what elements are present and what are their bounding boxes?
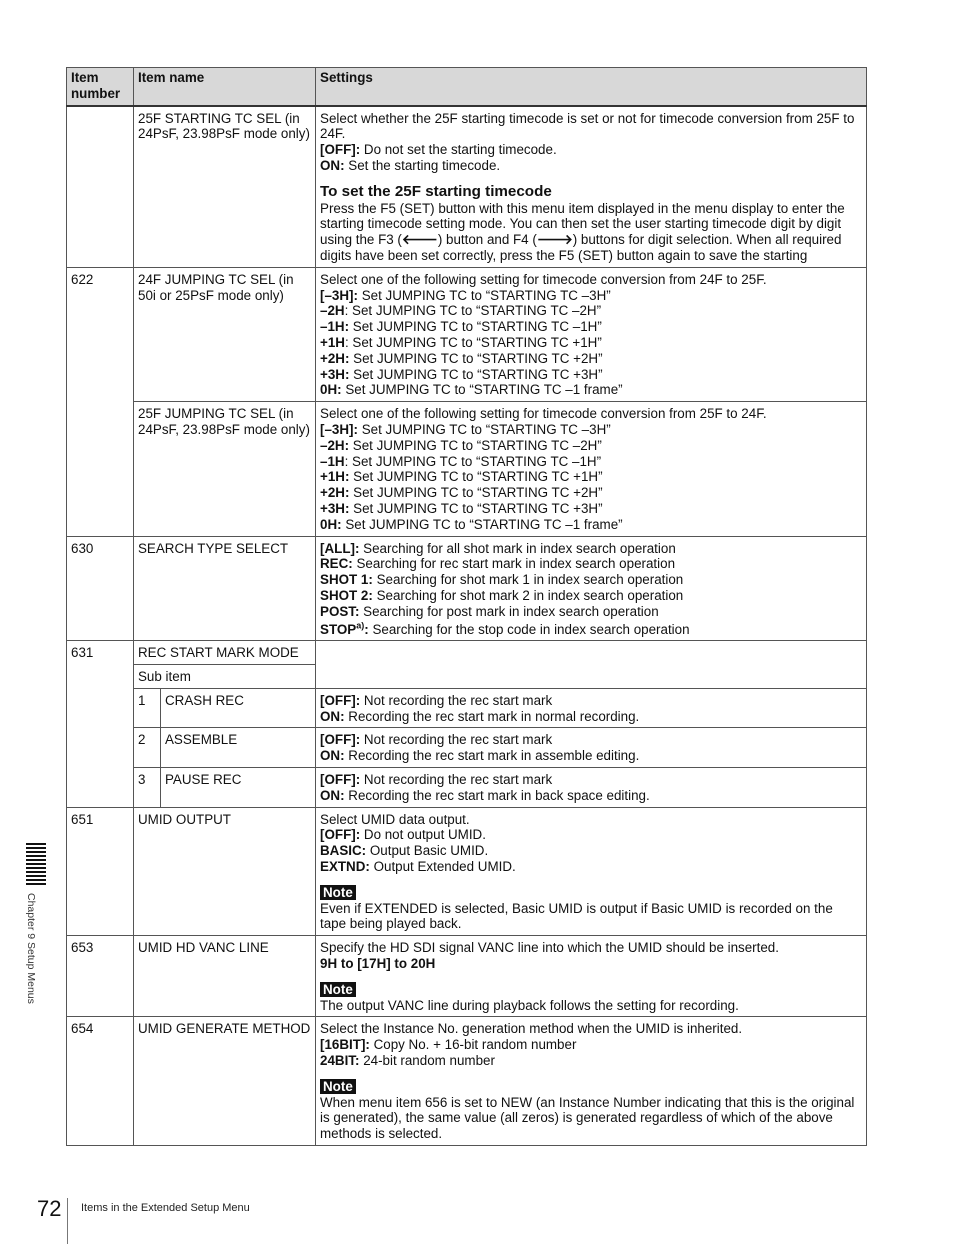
option-line [320,556,862,572]
option-key: ON: [320,748,345,764]
option-desc: Not recording the rec start mark [360,732,553,748]
option-desc: : Set JUMPING TC to “STARTING TC –2H” [344,303,602,319]
option-key: 0H: [320,382,342,398]
note-label: Note [320,1079,356,1094]
option-desc: Recording the rec start mark in back space editing. [344,787,650,803]
option-key: –1H [320,453,345,469]
settings-intro: Specify the HD SDI signal VANC line into which the UMID should be inserted. [320,940,779,956]
sub-item-name: ASSEMBLE [161,728,316,768]
option-key-colon: : [364,621,369,637]
table-row [67,936,867,1017]
footer-section-title: Items in the Extended Setup Menu [81,1202,250,1214]
settings-cell [316,641,867,689]
settings-intro: Select the Instance No. generation method when the UMID is inherited. [320,1021,743,1037]
settings-cell [316,536,867,641]
option-desc: Set JUMPING TC to “STARTING TC –1H” [349,319,602,335]
note-text: When menu item 656 is set to NEW (an Instance Number indicating that this is the original is generated), the same value (all zeros) is generated regardless of which of the above methods is selected. [320,1094,855,1142]
option-key: [–3H]: [320,421,358,437]
footer-divider [67,1198,68,1244]
option-desc: Set JUMPING TC to “STARTING TC +1H” [349,469,603,485]
option-line [320,541,862,557]
item-number: 651 [67,807,134,936]
option-line [320,827,862,843]
option-desc: Not recording the rec start mark [360,772,553,788]
header-item-number: Item number [67,68,134,106]
option-key: POST: [320,603,360,619]
option-key: BASIC: [320,843,367,859]
option-line [320,772,862,788]
option-line [320,382,862,398]
settings-cell [316,728,867,768]
option-list [320,422,862,533]
option-key: 0H: [320,516,342,532]
option-desc: Set JUMPING TC to “STARTING TC +2H” [349,485,603,501]
option-list [320,827,862,874]
settings-cell [316,688,867,728]
option-line [320,438,862,454]
settings-cell [316,807,867,936]
procedure-text-part: ) buttons for digit selection. When all required digits have been set correctly, press the F5 (SET) button again to save the starting [320,232,842,263]
option-line [320,517,862,533]
option-line [320,709,862,725]
item-name: UMID GENERATE METHOD [134,1017,316,1146]
option-desc: Searching for shot mark 1 in index search operation [372,572,684,588]
option-key: [OFF]: [320,732,361,748]
option-line [320,1053,862,1069]
chapter-tab-marker [26,843,46,887]
option-key: +2H: [320,485,350,501]
option-line [320,693,862,709]
option-list [320,541,862,620]
option-key: –2H [320,303,345,319]
table-row [67,402,867,536]
item-name: 24F JUMPING TC SEL (in 50i or 25PsF mode only) [134,267,316,401]
header-settings: Settings [316,68,867,106]
option-desc: 24-bit random number [359,1053,495,1069]
procedure-text [320,201,862,264]
item-name: 25F STARTING TC SEL (in 24PsF, 23.98PsF mode only) [134,106,316,268]
option-line [320,622,862,638]
option-key: +1H [320,334,345,350]
item-number: 654 [67,1017,134,1146]
option-line [320,748,862,764]
item-number: 622 [67,267,134,536]
settings-intro: Select one of the following setting for timecode conversion from 24F to 25F. [320,271,767,287]
table-row [67,106,867,268]
option-line [320,158,862,174]
option-desc: : Set JUMPING TC to “STARTING TC +1H” [344,334,602,350]
option-desc: Searching for rec start mark in index search operation [352,556,676,572]
option-list [320,1037,862,1069]
option-key: [OFF]: [320,142,361,158]
option-desc: Copy No. + 16-bit random number [369,1037,577,1053]
settings-intro: Select whether the 25F starting timecode is set or not for timecode conversion from 25F to 24F. [320,110,855,142]
option-key: SHOT 1: [320,572,373,588]
item-number-cell [67,106,134,268]
table-row [67,728,867,768]
option-line [320,1037,862,1053]
option-line [320,604,862,620]
table-row [67,768,867,808]
option-key: +3H: [320,500,350,516]
settings-cell [316,1017,867,1146]
table-row [67,536,867,641]
item-number: 653 [67,936,134,1017]
sub-item-name: PAUSE REC [161,768,316,808]
option-key: +2H: [320,350,350,366]
option-line [320,422,862,438]
procedure-text-part: Press the F5 (SET) button with this menu item displayed in the menu display to enter the starting timecode setting mode. You can then set the user starting timecode digit by digit using the F3 ( [320,200,845,248]
note-label: Note [320,982,356,997]
item-name: REC START MARK MODE [134,641,316,665]
option-desc: Do not set the starting timecode. [360,142,557,158]
option-key: SHOT 2: [320,587,373,603]
sub-item-number: 3 [134,768,161,808]
option-line [320,454,862,470]
procedure-heading: To set the 25F starting timecode [320,182,552,200]
option-list [320,288,862,399]
option-line [320,501,862,517]
option-line [320,142,862,158]
option-desc: Set the starting timecode. [344,157,501,173]
option-desc: : Set JUMPING TC to “STARTING TC –1H” [344,453,602,469]
table-header-row [67,68,867,106]
page-number: 72 [37,1196,62,1221]
option-desc: Output Basic UMID. [366,843,489,859]
option-key: –1H: [320,319,350,335]
settings-cell [316,768,867,808]
option-desc: Set JUMPING TC to “STARTING TC –1 frame” [341,516,623,532]
option-desc: Set JUMPING TC to “STARTING TC –2H” [349,437,602,453]
item-name: UMID OUTPUT [134,807,316,936]
option-desc: Set JUMPING TC to “STARTING TC +2H” [349,350,603,366]
table-row [67,641,867,665]
option-desc: Searching for shot mark 2 in index search operation [372,587,684,603]
option-desc: Output Extended UMID. [369,859,516,875]
table-row [67,1017,867,1146]
sub-item-label: Sub item [134,665,316,689]
option-line [320,351,862,367]
option-line [320,367,862,383]
item-name: UMID HD VANC LINE [134,936,316,1017]
option-key: +3H: [320,366,350,382]
settings-intro: Select one of the following setting for timecode conversion from 25F to 24F. [320,406,767,422]
option-desc: Searching for all shot mark in index search operation [359,540,676,556]
settings-cell [316,936,867,1017]
option-key: [ALL]: [320,540,360,556]
setup-menu-table [66,67,867,1146]
sub-item-number: 1 [134,688,161,728]
table-row [67,807,867,936]
settings-intro: Select UMID data output. [320,811,470,827]
item-name: SEARCH TYPE SELECT [134,536,316,641]
option-desc: Set JUMPING TC to “STARTING TC –3H” [357,287,611,303]
item-number: 631 [67,641,134,807]
option-desc: Do not output UMID. [360,827,486,843]
chapter-side-label: Chapter 9 Setup Menus [25,893,37,1004]
item-name: 25F JUMPING TC SEL (in 24PsF, 23.98PsF mode only) [134,402,316,536]
option-desc: Recording the rec start mark in normal recording. [344,708,640,724]
option-key: +1H: [320,469,350,485]
table-row [67,688,867,728]
option-key: –2H: [320,437,350,453]
option-line [320,588,862,604]
option-desc: Set JUMPING TC to “STARTING TC –3H” [357,421,611,437]
option-line [320,335,862,351]
option-line [320,788,862,804]
option-key: REC: [320,556,353,572]
option-line [320,843,862,859]
note-text: Even if EXTENDED is selected, Basic UMID is output if Basic UMID is recorded on the tape being played back. [320,900,833,932]
option-key: [OFF]: [320,827,361,843]
procedure-text-part: ) button and F4 ( [437,232,537,248]
option-key: 24BIT: [320,1053,360,1069]
item-number: 630 [67,536,134,641]
option-key: ON: [320,157,345,173]
note-label: Note [320,885,356,900]
option-key: [OFF]: [320,772,361,788]
option-desc: Searching for the stop code in index search operation [368,621,690,637]
option-key: STOP [320,621,357,637]
option-key: [OFF]: [320,692,361,708]
option-desc: Set JUMPING TC to “STARTING TC +3H” [349,366,603,382]
settings-cell [316,402,867,536]
option-key: [16BIT]: [320,1037,370,1053]
option-desc: Not recording the rec start mark [360,692,553,708]
chapter-side-tab [21,893,51,1033]
option-line [320,319,862,335]
option-line [320,288,862,304]
option-key: EXTND: [320,859,370,875]
arrow-left-icon: 🡐 [401,232,438,248]
option-line [320,732,862,748]
setting-range: 9H to [17H] to 20H [320,956,436,972]
header-item-name: Item name [134,68,316,106]
sub-item-number: 2 [134,728,161,768]
option-key: ON: [320,708,345,724]
option-line [320,859,862,875]
table-row [67,267,867,401]
note-text: The output VANC line during playback follows the setting for recording. [320,997,739,1013]
settings-cell [316,106,867,268]
option-desc: Searching for post mark in index search operation [359,603,659,619]
settings-cell [316,267,867,401]
option-line [320,303,862,319]
option-line [320,572,862,588]
footnote-marker: a) [356,620,365,631]
option-desc: Recording the rec start mark in assemble editing. [344,748,640,764]
sub-item-name: CRASH REC [161,688,316,728]
option-line [320,485,862,501]
arrow-right-icon: 🡒 [536,232,573,248]
option-desc: Set JUMPING TC to “STARTING TC +3H” [349,500,603,516]
option-key: [–3H]: [320,287,358,303]
option-key: ON: [320,787,345,803]
option-line [320,469,862,485]
option-desc: Set JUMPING TC to “STARTING TC –1 frame” [341,382,623,398]
